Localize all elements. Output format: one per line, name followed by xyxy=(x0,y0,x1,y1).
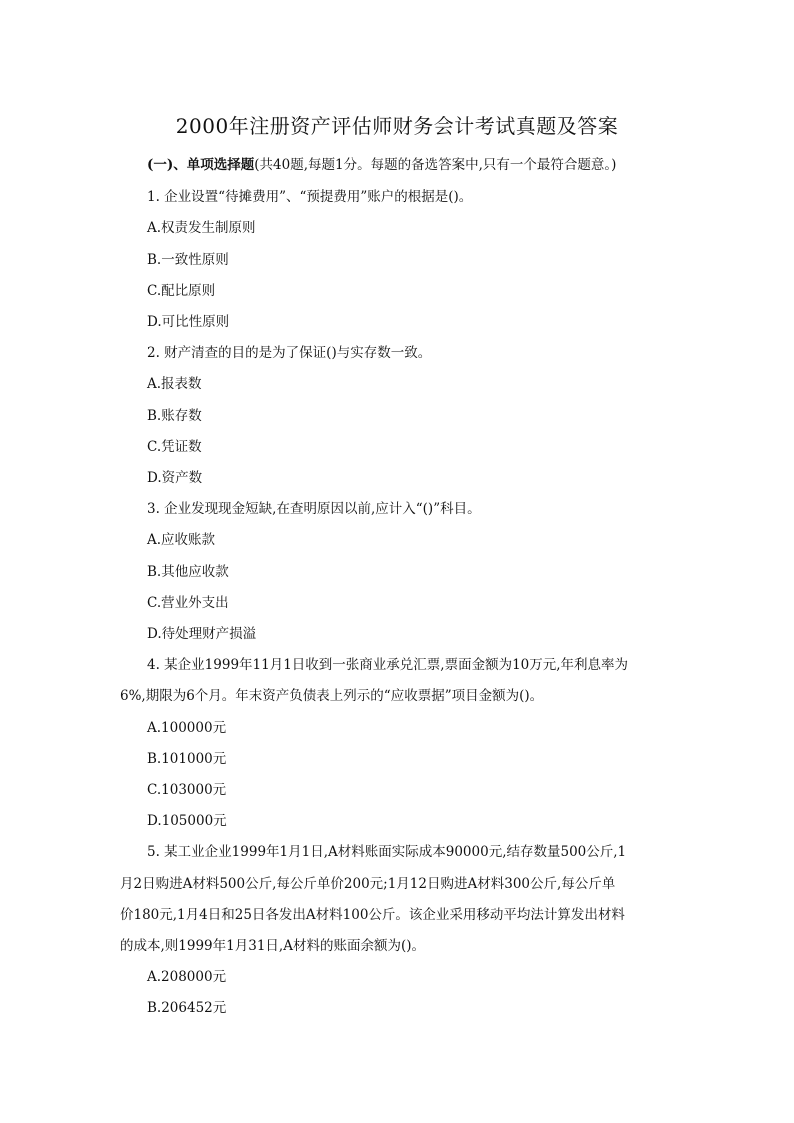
document-title: 2000年注册资产评估师财务会计考试真题及答案 xyxy=(175,114,619,138)
question-4-option-a: A.100000元 xyxy=(147,720,227,736)
question-4-option-b: B.101000元 xyxy=(147,751,227,767)
question-5-stem-line-1: 5. 某工业企业1999年1月1日,A材料账面实际成本90000元,结存数量500公斤,1 xyxy=(147,844,627,860)
question-5-stem-line-2: 月2日购进A材料500公斤,每公斤单价200元;1月12日购进A材料300公斤,每公斤单 xyxy=(120,876,616,892)
question-4-stem-line-2: 6%,期限为6个月。年末资产负债表上列示的“应收票据”项目金额为()。 xyxy=(120,688,544,704)
question-4-option-d: D.105000元 xyxy=(147,813,227,829)
question-2-option-b: B.账存数 xyxy=(147,408,202,424)
question-5-stem-line-4: 的成本,则1999年1月31日,A材料的账面余额为()。 xyxy=(120,938,425,954)
question-3-stem: 3. 企业发现现金短缺,在查明原因以前,应计入“()”科目。 xyxy=(147,501,481,517)
question-3-option-b: B.其他应收款 xyxy=(147,564,229,580)
question-1-option-d: D.可比性原则 xyxy=(147,314,230,330)
question-2-option-d: D.资产数 xyxy=(147,470,203,486)
question-4-option-c: C.103000元 xyxy=(147,782,227,798)
section-heading xyxy=(147,155,616,175)
question-3-option-d: D.待处理财产损溢 xyxy=(147,626,257,642)
question-2-option-c: C.凭证数 xyxy=(147,439,202,455)
question-3-option-a: A.应收账款 xyxy=(147,532,216,548)
question-1-stem: 1. 企业设置“待摊费用”、“预提费用”账户的根据是()。 xyxy=(147,189,473,205)
question-5-stem-line-3: 价180元,1月4日和25日各发出A材料100公斤。该企业采用移动平均法计算发出材料 xyxy=(120,907,625,923)
question-2-stem: 2. 财产清查的目的是为了保证()与实存数一致。 xyxy=(147,345,432,361)
question-1-option-a: A.权责发生制原则 xyxy=(147,220,256,236)
question-1-option-b: B.一致性原则 xyxy=(147,252,229,268)
question-5-option-b: B.206452元 xyxy=(147,1000,227,1016)
section-label: (一)、单项选择题 xyxy=(147,157,255,173)
question-5-option-a: A.208000元 xyxy=(147,969,227,985)
question-4-stem-line-1: 4. 某企业1999年11月1日收到一张商业承兑汇票,票面金额为10万元,年利息率为 xyxy=(147,657,629,673)
section-note: (共40题,每题1分。每题的备选答案中,只有一个最符合题意。) xyxy=(254,157,617,173)
question-1-option-c: C.配比原则 xyxy=(147,283,216,299)
question-2-option-a: A.报表数 xyxy=(147,376,202,392)
question-3-option-c: C.营业外支出 xyxy=(147,595,229,611)
